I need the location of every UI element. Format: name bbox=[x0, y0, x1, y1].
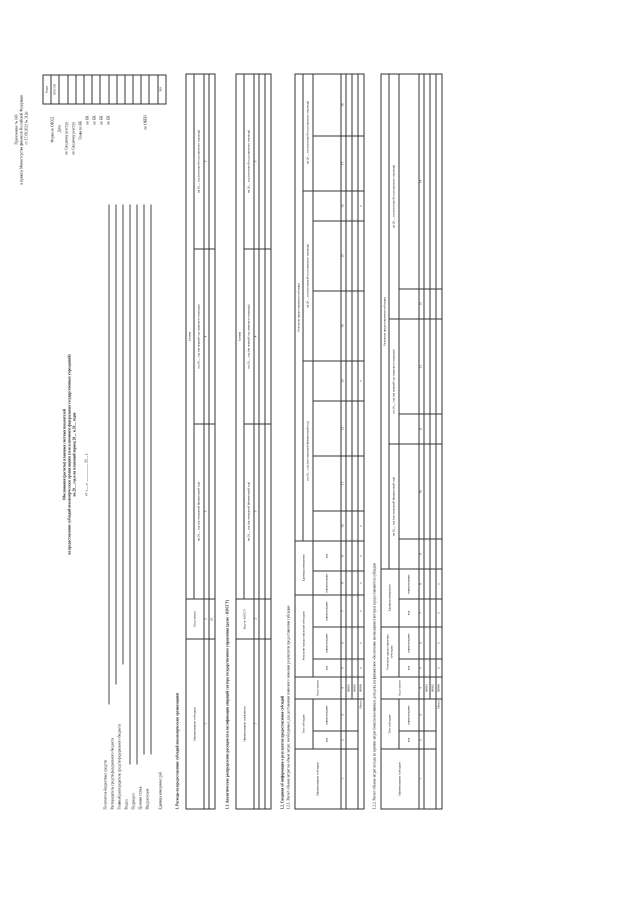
t2-h-p3: на 20__ год (на второй год планового периода) bbox=[244, 74, 254, 249]
okei-label: по ОКЕИ bbox=[143, 115, 148, 130]
t2-h-code: Код по КОСГУ bbox=[236, 599, 254, 639]
t1-h-code: Код строки bbox=[186, 599, 204, 639]
t3-x: x bbox=[358, 595, 364, 627]
t1-num: 5 bbox=[204, 74, 209, 249]
t2-cell bbox=[265, 249, 271, 424]
section-1-1-title: 1.1. Аналитическое распределение расходов по классификации операций сектора государственного управления (далее - КОСГУ) bbox=[225, 599, 230, 810]
t4-h-res: Результат предоставления субсидии bbox=[381, 627, 399, 677]
t2-cell bbox=[265, 424, 271, 599]
t4-h-blank bbox=[399, 539, 419, 569]
side-label: по БК bbox=[99, 115, 104, 125]
t3-num: 4 bbox=[341, 677, 346, 699]
label-expense-type: Вид расходов bbox=[145, 788, 150, 810]
t4-cell bbox=[436, 539, 442, 569]
t4-h-p3: на 20__ год (на второй год планового периода) bbox=[389, 74, 399, 319]
side-label: по БК bbox=[106, 115, 111, 125]
t3-h-naim: наименование bbox=[313, 699, 341, 731]
t3-h-blank bbox=[313, 291, 341, 361]
t3-h-res-2: Результат предоставления субсидии bbox=[295, 74, 303, 541]
t3-h-naim: наименование bbox=[313, 571, 341, 595]
label-target-article: Целевая статья bbox=[138, 786, 143, 810]
code-cell bbox=[141, 75, 149, 104]
side-label: по Сводному реестру bbox=[64, 121, 69, 155]
label-unit: Единица измерения: руб bbox=[158, 772, 163, 810]
t3-h-naim: наименование bbox=[313, 595, 341, 627]
appendix-line-2: к приказу Министерства финансов Российской Федерации bbox=[19, 94, 24, 185]
t4-x: x bbox=[436, 569, 442, 599]
field-line bbox=[151, 205, 152, 755]
label-main-distributor: Главный распорядитель средств федерального бюджета bbox=[117, 724, 122, 810]
t3-h-blank bbox=[313, 361, 341, 401]
okei-value: 383 bbox=[158, 75, 166, 104]
t4-cell bbox=[436, 289, 442, 319]
t3-cell bbox=[358, 136, 364, 191]
t4-num: 11 bbox=[419, 414, 424, 444]
t3-x: x bbox=[358, 361, 364, 401]
t3-x: x bbox=[358, 541, 364, 571]
t1-h-p3: на 20__ год (на второй год планового периода) bbox=[194, 74, 204, 249]
t3-cell bbox=[358, 401, 364, 456]
side-label: по БК bbox=[92, 115, 97, 125]
code-cell bbox=[59, 75, 67, 104]
t4-num: 8 bbox=[419, 569, 424, 599]
t3-x: x bbox=[358, 511, 364, 541]
t3-h-kod: код bbox=[313, 659, 341, 677]
field-line bbox=[109, 205, 110, 705]
t2-num: 5 bbox=[254, 74, 259, 249]
t3-cell bbox=[358, 221, 364, 291]
t2-cell bbox=[265, 74, 271, 249]
t4-h-blank bbox=[399, 414, 419, 444]
code-cell bbox=[84, 75, 92, 104]
t1-num: 4 bbox=[204, 249, 209, 424]
t3-num: 1 bbox=[341, 749, 346, 809]
t3-row-code: 00001 bbox=[346, 677, 352, 699]
t4-num: 3 bbox=[419, 699, 424, 731]
t3-x: x bbox=[358, 571, 364, 595]
label-subsection: Подраздел bbox=[131, 793, 136, 810]
code-cell bbox=[149, 75, 157, 104]
section-1-title: 1. Расходы на предоставление субсидий некоммерческим организациям bbox=[175, 692, 180, 810]
t4-h-type: Тип субсидии bbox=[381, 699, 399, 749]
t2-num: 1 bbox=[254, 639, 259, 809]
t4-h-naim: наименование bbox=[399, 569, 419, 599]
t2-h-p2: на 20__ год (на первый год планового периода) bbox=[244, 249, 254, 424]
t3-cell bbox=[346, 699, 358, 731]
t4-h-unit: Единица измерения bbox=[381, 569, 399, 627]
date-line: от «___» __________ 20__ г. bbox=[84, 452, 89, 497]
t4-num: 5 bbox=[419, 659, 424, 677]
t3-h-kod: код bbox=[313, 731, 341, 749]
t4-x: x bbox=[436, 627, 442, 659]
t3-num: 3 bbox=[341, 699, 346, 731]
t3-h-blank bbox=[313, 136, 341, 191]
t2-cell bbox=[265, 599, 271, 639]
t3-x: x bbox=[358, 191, 364, 221]
table-3 bbox=[295, 73, 365, 809]
t3-num: 9 bbox=[341, 541, 346, 571]
field-line bbox=[116, 205, 117, 685]
t3-num: 14 bbox=[341, 291, 346, 361]
t4-x: x bbox=[436, 659, 442, 677]
doc-title-1: Обоснования (расчеты) плановых сметных показателей bbox=[62, 408, 67, 501]
t4-num: 10 bbox=[419, 444, 424, 539]
t3-h-blank bbox=[313, 191, 341, 221]
t1-num: 2 bbox=[204, 599, 209, 639]
t1-h-sum: Сумма bbox=[186, 74, 194, 599]
t3-itogo: Итого bbox=[358, 699, 364, 809]
t4-cell bbox=[436, 319, 442, 414]
code-cell bbox=[109, 75, 117, 104]
table-1 bbox=[186, 73, 216, 809]
doc-title-2: на предоставление субсидий некоммерческим организациям (за исключением федеральных государственных учреждений) bbox=[67, 354, 72, 555]
t3-num: 15 bbox=[341, 221, 346, 291]
t3-h-p3: на 20__ год (на второй год планового периода) bbox=[303, 74, 313, 191]
t4-h-res-2: Результат предоставления субсидии bbox=[381, 74, 389, 569]
t4-itogo-code: 90000 bbox=[436, 677, 442, 699]
t3-num: 8 bbox=[341, 571, 346, 595]
t2-cell bbox=[265, 639, 271, 809]
t3-row-code: 00002 bbox=[352, 677, 358, 699]
t1-h-p2: на 20__ год (на первый год планового периода) bbox=[194, 249, 204, 424]
t3-h-p2: на 20__ год (на первый год планового периода) bbox=[303, 191, 313, 361]
t3-h-res: Результат предоставления субсидии bbox=[295, 595, 313, 677]
code-cell bbox=[133, 75, 141, 104]
t4-num: 6 bbox=[419, 627, 424, 659]
t3-cell bbox=[358, 456, 364, 511]
t3-num: 5 bbox=[341, 659, 346, 677]
t3-cell bbox=[358, 291, 364, 361]
t4-cell bbox=[424, 749, 436, 809]
t3-num: 18 bbox=[341, 74, 346, 136]
okud-value: 0505158 bbox=[51, 75, 59, 104]
t4-num: 1 bbox=[419, 749, 424, 809]
t1-cell bbox=[209, 639, 215, 809]
section-1-2-1-title: 1.2.1. Расчет объема затрат на объем затрат, необходимых для достижения планового значения результатов предоставления субсидии bbox=[286, 605, 291, 810]
t1-h-p1: на 20__ год (на очередной финансовый год) bbox=[194, 424, 204, 599]
t4-h-kod: код bbox=[399, 731, 419, 749]
t3-x: x bbox=[358, 627, 364, 659]
t3-cell bbox=[358, 74, 364, 136]
code-cell bbox=[92, 75, 100, 104]
t3-h-blank bbox=[313, 511, 341, 541]
table-4 bbox=[381, 73, 443, 809]
section-1-2-2-title: 1.2.2. Расчет объема затрат исходя из причин затрат (неиспользованных доходов), на финансовое обеспечение (возмещение) которых предоставляются субсидии bbox=[372, 563, 377, 810]
t4-cell bbox=[436, 74, 442, 289]
t4-h-kod: код bbox=[399, 659, 419, 677]
t4-num: 7 bbox=[419, 599, 424, 627]
t4-h-naim: наименование bbox=[399, 699, 419, 731]
t4-row-code: 00001 bbox=[424, 677, 430, 699]
rotated-document bbox=[1, 0, 641, 905]
t3-h-unit: Единица измерения bbox=[295, 541, 313, 595]
side-label-date: Дата bbox=[57, 125, 62, 133]
t1-cell bbox=[209, 249, 215, 424]
t3-num: 6 bbox=[341, 627, 346, 659]
t3-h-blank bbox=[313, 221, 341, 291]
t1-row-code: 01 bbox=[209, 599, 215, 639]
t3-num: 2 bbox=[341, 731, 346, 749]
t4-num: 9 bbox=[419, 539, 424, 569]
appendix-line-1: Приложение № 149 bbox=[14, 114, 19, 145]
t3-x: x bbox=[358, 659, 364, 677]
label-distributor: Распорядитель средств федерального бюджета bbox=[110, 738, 115, 810]
t4-h-p1: на 20__ год (на очередной финансовый год) bbox=[389, 444, 399, 569]
t4-row-code: 00002 bbox=[430, 677, 436, 699]
t4-h-p2: на 20__ год (на первый год планового периода) bbox=[389, 319, 399, 444]
label-section: Раздел bbox=[124, 799, 129, 810]
t4-num: 4 bbox=[419, 677, 424, 699]
t2-num: 2 bbox=[254, 599, 259, 639]
side-label: по БК bbox=[85, 115, 90, 125]
t1-num: 3 bbox=[204, 424, 209, 599]
field-line bbox=[137, 205, 138, 765]
t3-h-kod: код bbox=[313, 541, 341, 571]
field-line bbox=[144, 205, 145, 755]
code-cell bbox=[100, 75, 108, 104]
t3-h-p1: на 20__ год (на очередной финансовый год) bbox=[303, 361, 313, 541]
t4-itogo: Итого bbox=[436, 699, 442, 809]
section-1-2-title: 1.2. Сведения об информации о результатах предоставления субсидий bbox=[280, 695, 285, 810]
t3-num: 13 bbox=[341, 361, 346, 401]
okud-label: Форма по ОКУД bbox=[50, 117, 55, 143]
t3-num: 7 bbox=[341, 595, 346, 627]
t4-cell bbox=[424, 731, 436, 749]
t2-num: 4 bbox=[254, 249, 259, 424]
code-cell bbox=[68, 75, 76, 104]
codes-box bbox=[43, 75, 167, 105]
t3-h-type: Тип субсидии bbox=[295, 699, 313, 749]
label-recipient: Получатель бюджетных средств bbox=[103, 760, 108, 810]
t2-num: 3 bbox=[254, 424, 259, 599]
t3-h-naim: наименование bbox=[313, 627, 341, 659]
t4-h-name: Наименование субсидии bbox=[381, 749, 419, 809]
t4-num: 2 bbox=[419, 731, 424, 749]
t4-x: x bbox=[436, 599, 442, 627]
t4-cell bbox=[436, 444, 442, 539]
t4-h-blank bbox=[399, 289, 419, 319]
t1-num: 1 bbox=[204, 639, 209, 809]
t1-h-name: Наименование субсидии bbox=[186, 639, 204, 809]
t2-h-name: Наименование показателя bbox=[236, 639, 254, 809]
t3-cell bbox=[346, 731, 358, 749]
table-2 bbox=[236, 73, 272, 809]
t3-h-code: Код строки bbox=[295, 677, 341, 699]
side-label: по Сводному реестру bbox=[71, 121, 76, 155]
t4-h-kod: код bbox=[399, 599, 419, 627]
t1-cell bbox=[209, 74, 215, 249]
t4-cell bbox=[436, 414, 442, 444]
side-label: Глава по БК bbox=[78, 121, 83, 140]
appendix-line-3: от 17.08.2021 № 312н bbox=[24, 111, 29, 145]
t3-cell bbox=[346, 749, 358, 809]
t3-num: 10 bbox=[341, 511, 346, 541]
t2-h-p1: на 20__ год (на очередной финансовый год) bbox=[244, 424, 254, 599]
t3-num: 16 bbox=[341, 191, 346, 221]
t4-h-blank bbox=[399, 319, 419, 414]
t4-cell bbox=[424, 699, 436, 731]
code-cell bbox=[125, 75, 133, 104]
t3-h-blank bbox=[313, 456, 341, 511]
code-cell bbox=[117, 75, 125, 104]
t4-num: 13 bbox=[419, 289, 424, 319]
t4-h-blank bbox=[399, 74, 419, 289]
t3-h-blank bbox=[313, 74, 341, 136]
field-line bbox=[130, 205, 131, 765]
t4-h-code: Код строки bbox=[381, 677, 419, 699]
codes-title: Коды bbox=[43, 75, 51, 104]
t3-h-name: Наименование субсидии bbox=[295, 749, 341, 809]
t3-h-blank bbox=[313, 401, 341, 456]
t3-num: 12 bbox=[341, 401, 346, 456]
t4-num: 14 bbox=[419, 74, 424, 289]
t3-itogo-code: 90000 bbox=[358, 677, 364, 699]
t1-cell bbox=[209, 424, 215, 599]
doc-title-3: на 20__ год и на плановый период 20__ и 20__ годов bbox=[72, 412, 77, 497]
field-line bbox=[123, 205, 124, 665]
t4-num: 12 bbox=[419, 319, 424, 414]
t4-h-naim: наименование bbox=[399, 627, 419, 659]
code-cell bbox=[76, 75, 84, 104]
t3-num: 11 bbox=[341, 456, 346, 511]
t2-h-sum: Сумма bbox=[236, 74, 244, 599]
t4-h-blank bbox=[399, 444, 419, 539]
t3-num: 17 bbox=[341, 136, 346, 191]
